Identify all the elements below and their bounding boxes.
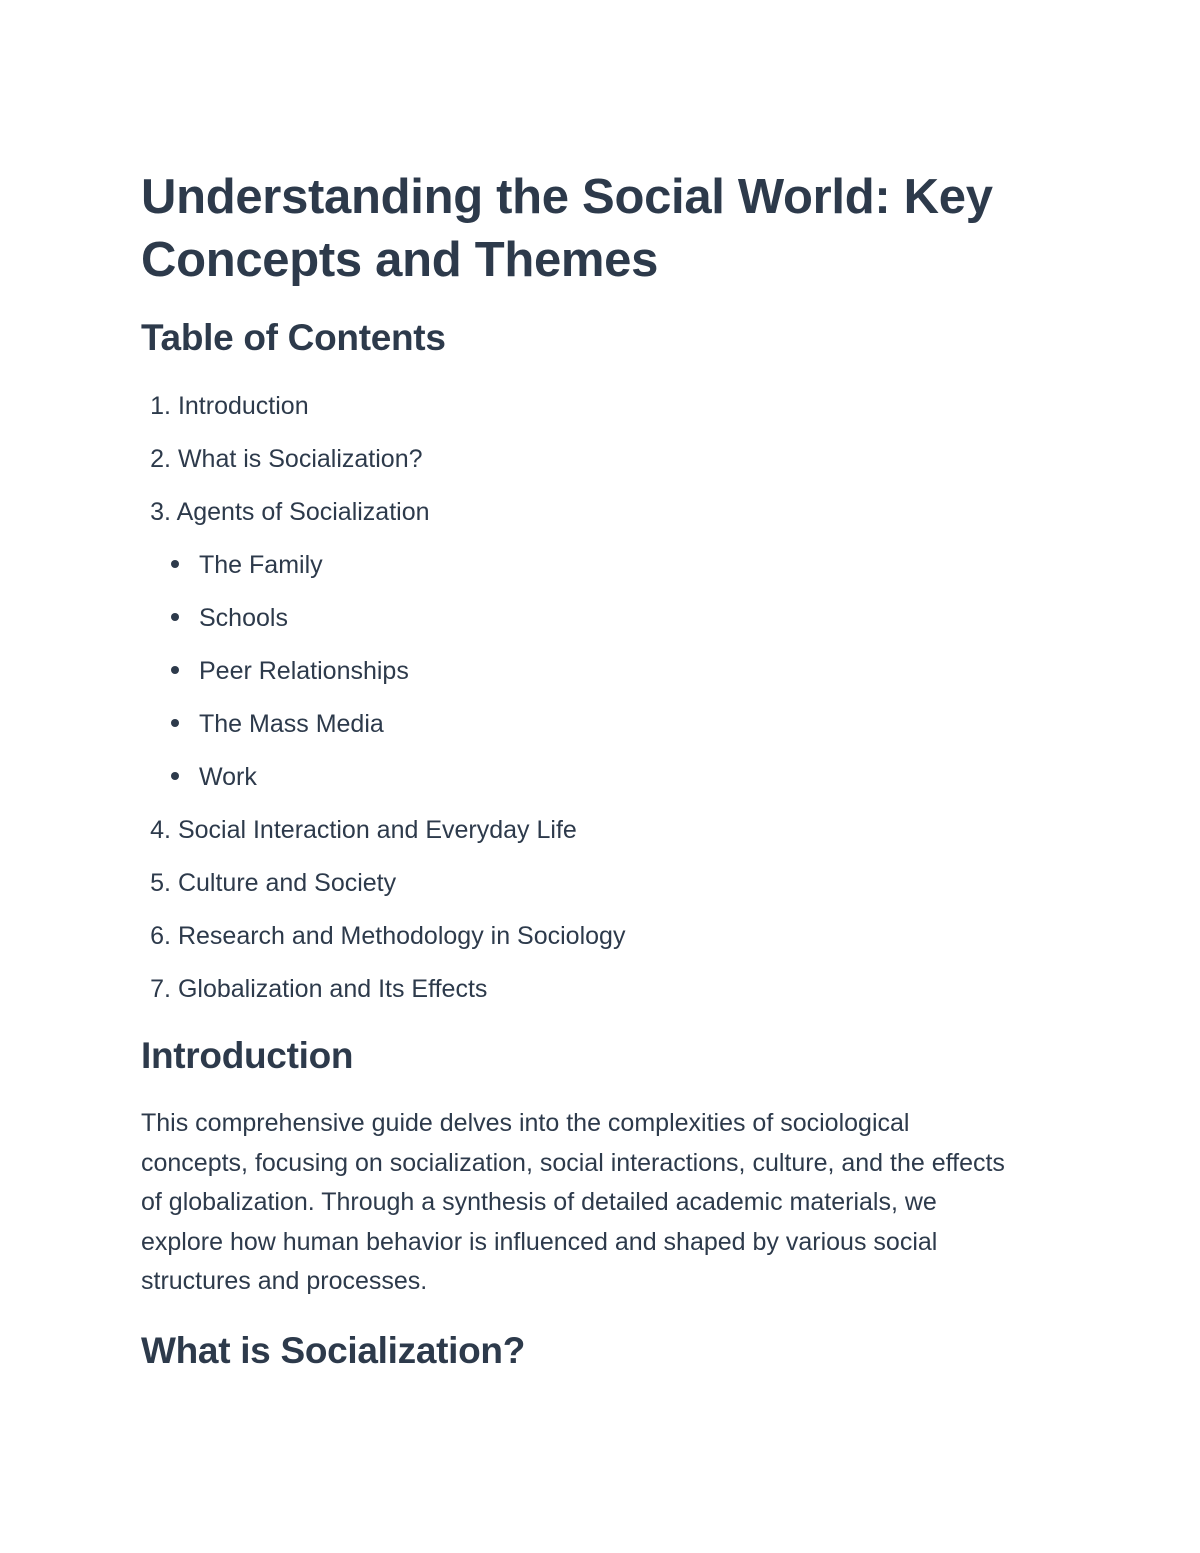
toc-heading: Table of Contents: [141, 317, 446, 358]
bullet-icon: [171, 613, 179, 621]
table-of-contents: [141, 380, 625, 1016]
toc-item-social-interaction[interactable]: [141, 804, 625, 857]
bullet-icon: [171, 666, 179, 674]
toc-item-number: 7 .: [141, 963, 171, 1016]
bullet-icon: [171, 772, 179, 780]
toc-item-number: 4 .: [141, 804, 171, 857]
toc-subitem-the-family[interactable]: [141, 539, 625, 592]
toc-item-agents-of-socialization[interactable]: [141, 486, 625, 539]
toc-subitem-label: Schools: [199, 604, 288, 632]
bullet-icon: [171, 719, 179, 727]
bullet-icon: [171, 560, 179, 568]
toc-item-number: 2 .: [141, 433, 171, 486]
toc-item-number: 1 .: [141, 380, 171, 433]
toc-item-label: Agents of Socialization: [176, 498, 430, 526]
toc-subitem-work[interactable]: [141, 751, 625, 804]
toc-item-label: Research and Methodology in Sociology: [177, 922, 626, 950]
toc-subitem-peer-relationships[interactable]: [141, 645, 625, 698]
toc-subitem-label: The Family: [199, 551, 323, 579]
toc-item-culture-and-society[interactable]: [141, 857, 625, 910]
toc-subitem-label: The Mass Media: [199, 710, 384, 738]
toc-subitem-the-mass-media[interactable]: [141, 698, 625, 751]
toc-item-label: Social Interaction and Everyday Life: [177, 816, 577, 844]
toc-subitem-label: Work: [199, 763, 257, 791]
socialization-heading: What is Socialization?: [141, 1330, 525, 1371]
document-title: Understanding the Social World: Key Concepts and Themes: [141, 170, 993, 287]
toc-item-globalization[interactable]: [141, 963, 625, 1016]
toc-item-number: 3 .: [141, 486, 171, 539]
toc-item-label: What is Socialization?: [177, 445, 423, 473]
toc-subitem-label: Peer Relationships: [199, 657, 409, 685]
toc-item-research-and-methodology[interactable]: [141, 910, 625, 963]
toc-item-number: 5 .: [141, 857, 171, 910]
introduction-paragraph: This comprehensive guide delves into the complexities of sociological concepts, focusing on socialization, social interactions, culture, and the effects of globalization. Through a synthesis of detailed academic materials, we explore how human behavior is influenced and shaped by various social structures and processes.: [141, 1109, 1005, 1295]
toc-item-what-is-socialization[interactable]: [141, 433, 625, 486]
toc-subitem-schools[interactable]: [141, 592, 625, 645]
toc-item-number: 6 .: [141, 910, 171, 963]
toc-item-label: Culture and Society: [177, 869, 397, 897]
toc-item-introduction[interactable]: [141, 380, 625, 433]
introduction-heading: Introduction: [141, 1035, 354, 1076]
toc-item-label: Globalization and Its Effects: [177, 975, 488, 1003]
toc-item-label: Introduction: [177, 392, 309, 420]
